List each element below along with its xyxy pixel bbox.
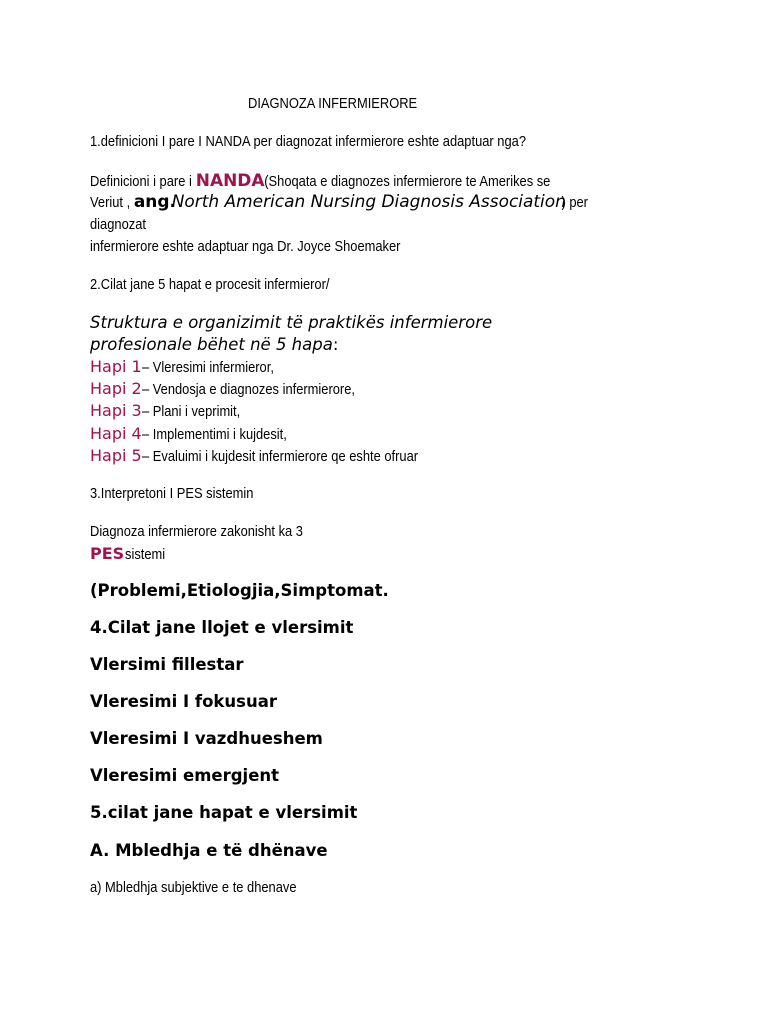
question-5: 5.cilat jane hapat e vlersimit xyxy=(90,803,358,822)
section-a-heading: A. Mbledhja e të dhënave xyxy=(90,841,328,860)
q2-intro-line1: Struktura e organizimit të praktikës infermierore xyxy=(90,313,493,332)
step-2-text: – Vendosja e diagnozes infermierore, xyxy=(141,381,355,398)
q1-answer-line4: infermierore eshte adaptuar nga Dr. Joyce Shoemaker xyxy=(90,238,401,255)
english-org-name: North American Nursing Diagnosis Association xyxy=(171,192,566,212)
pes-components: (Problemi,Etiologjia,Simptomat. xyxy=(90,581,389,600)
pes-acronym: PES xyxy=(90,544,125,563)
q2-intro-colon: : xyxy=(332,335,339,354)
assessment-type-2: Vleresimi I fokusuar xyxy=(90,692,277,711)
step-1-text: – Vleresimi infermieror, xyxy=(141,359,274,376)
step-5-text: – Evaluimi i kujdesit infermierore qe eshte ofruar xyxy=(141,448,418,465)
assessment-type-1: Vlersimi fillestar xyxy=(90,655,244,674)
step-2-label: Hapi 2 xyxy=(90,379,142,398)
step-1 xyxy=(90,357,295,377)
q2-intro-line2 xyxy=(90,335,338,354)
step-1-label: Hapi 1 xyxy=(90,357,142,376)
step-2 xyxy=(90,379,389,399)
q1-answer-line2 xyxy=(90,192,588,212)
question-2: 2.Cilat jane 5 hapat e procesit infermieror/ xyxy=(90,276,330,293)
q1-answer-prefix: Definicioni i pare i xyxy=(90,173,196,190)
document-title: DIAGNOZA INFERMIERORE xyxy=(248,95,418,112)
assessment-type-4: Vleresimi emergjent xyxy=(90,766,280,785)
question-3: 3.Interpretoni I PES sistemin xyxy=(90,485,254,502)
q1-line2-prefix: Veriut , xyxy=(90,194,134,211)
ang-abbreviation: ang. xyxy=(133,192,176,212)
step-3-label: Hapi 3 xyxy=(90,401,142,420)
q1-answer-middle: (Shoqata e diagnozes infermierore te Amerikes se xyxy=(260,173,551,190)
pes-text: sistemi xyxy=(125,546,166,563)
step-3 xyxy=(90,401,256,421)
question-4: 4.Cilat jane llojet e vlersimit xyxy=(90,618,354,637)
question-1: 1.definicioni I pare I NANDA per diagnozat infermierore eshte adaptuar nga? xyxy=(90,133,526,150)
step-4-text: – Implementimi i kujdesit, xyxy=(141,426,287,443)
q3-answer-line1: Diagnoza infermierore zakonisht ka 3 xyxy=(90,523,303,540)
step-4 xyxy=(90,424,310,444)
step-4-label: Hapi 4 xyxy=(90,424,142,443)
subsection-a: a) Mbledhja subjektive e te dhenave xyxy=(90,879,297,896)
q1-line2-suffix: ) per xyxy=(561,194,588,211)
q1-answer-line3: diagnozat xyxy=(90,216,146,233)
step-5-label: Hapi 5 xyxy=(90,446,142,465)
q3-pes-line xyxy=(90,544,172,564)
q2-intro-text: profesionale bëhet në 5 hapa xyxy=(90,335,333,354)
assessment-type-3: Vleresimi I vazdhueshem xyxy=(90,729,323,748)
step-3-text: – Plani i veprimit, xyxy=(141,403,240,420)
nanda-acronym: NANDA xyxy=(195,171,265,191)
step-5 xyxy=(90,446,463,466)
q1-answer-line1 xyxy=(90,171,550,191)
